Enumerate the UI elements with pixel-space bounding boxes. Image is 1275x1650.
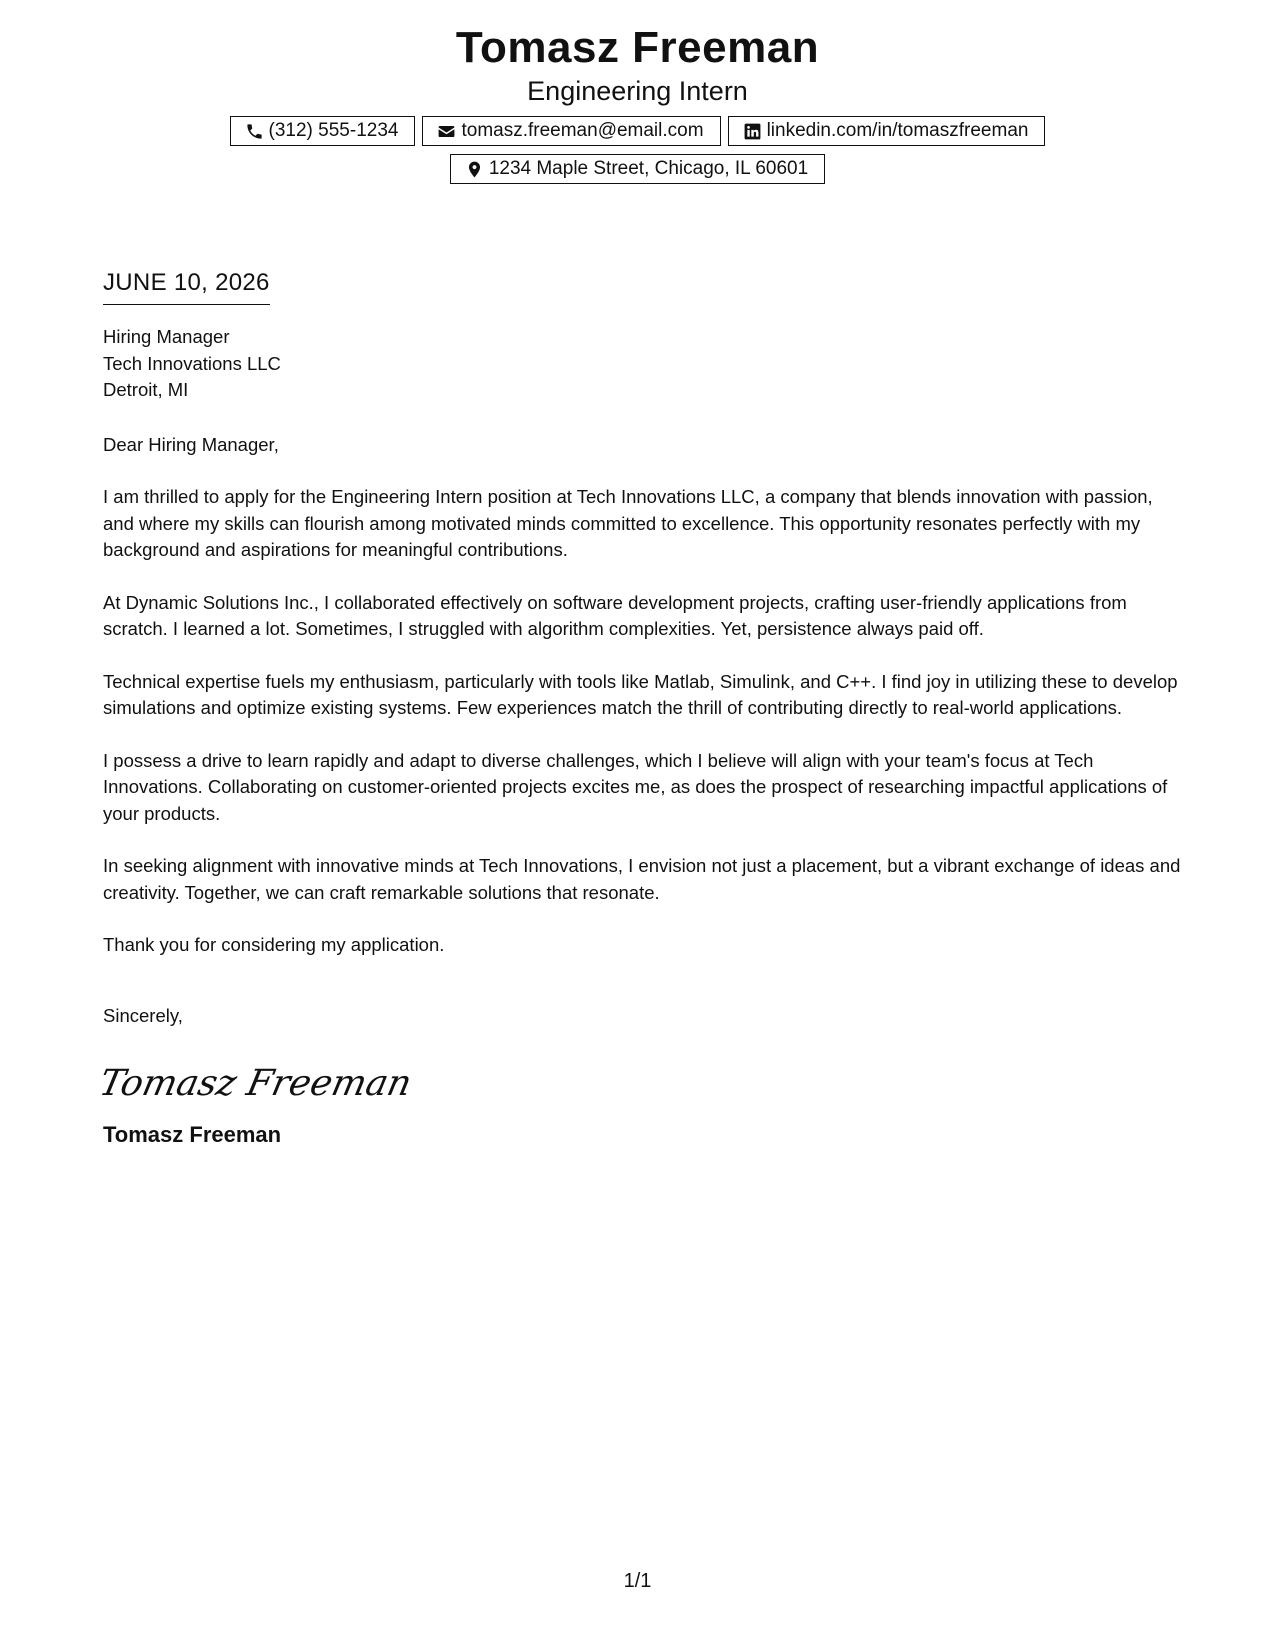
page-number: 1/1 [623, 1570, 652, 1592]
linkedin-icon [743, 122, 762, 141]
address-contact[interactable] [450, 154, 825, 184]
email-text: tomasz.freeman@email.com [461, 120, 704, 141]
handwritten-signature [95, 1051, 416, 1111]
recipient-company: Tech Innovations LLC [103, 352, 281, 374]
signature-text: Tomasz Freeman [95, 1061, 416, 1104]
letter-header [0, 22, 1275, 184]
linkedin-contact[interactable] [728, 116, 1046, 146]
contact-row-1 [0, 116, 1275, 146]
closing: Sincerely, [103, 1004, 183, 1026]
email-contact[interactable] [422, 116, 720, 146]
body-paragraph: I am thrilled to apply for the Engineering Intern position at Tech Innovations LLC, a company that blends innovation with passion, and where my skills can flourish among motivated minds committed to excellence. This opportunity resonates perfectly with my background and aspirations for meaningful contributions. [103, 486, 1153, 560]
envelope-icon [437, 122, 456, 141]
body-paragraph: Technical expertise fuels my enthusiasm, particularly with tools like Matlab, Simulink, and C++. I find joy in utilizing these to develop simulations and optimize existing systems. Few experiences match the thrill of contributing directly to real-world applications. [103, 670, 1178, 718]
recipient-title: Hiring Manager [103, 326, 230, 347]
letter-body [95, 268, 1183, 1149]
salutation: Dear Hiring Manager, [103, 433, 279, 455]
recipient-location: Detroit, MI [103, 379, 189, 400]
address-text: 1234 Maple Street, Chicago, IL 60601 [488, 158, 809, 179]
phone-contact[interactable] [230, 116, 416, 146]
phone-text: (312) 555-1234 [268, 120, 399, 141]
letter-date: JUNE 10, 2026 [103, 268, 270, 305]
map-pin-icon [465, 160, 484, 179]
body-paragraph: I possess a drive to learn rapidly and adapt to diverse challenges, which I believe will align with your team's focus at Tech Innovations. Collaborating on customer-oriented projects excites me, as does the prospect of researching impactful applications of your products. [103, 749, 1168, 824]
linkedin-text: linkedin.com/in/tomaszfreeman [766, 120, 1029, 141]
contact-row-2 [0, 154, 1275, 184]
thank-you-line: Thank you for considering my application. [103, 934, 445, 955]
recipient-block [103, 324, 1183, 404]
body-paragraph: At Dynamic Solutions Inc., I collaborated effectively on software development projects, crafting user-friendly applications from scratch. I learned a lot. Sometimes, I struggled with algorithm complexities. Yet, persistence always paid off. [103, 591, 1127, 639]
phone-icon [245, 122, 264, 141]
signed-name: Tomasz Freeman [103, 1122, 282, 1147]
applicant-name: Tomasz Freeman [455, 23, 820, 72]
body-paragraph: In seeking alignment with innovative minds at Tech Innovations, I envision not just a placement, but a vibrant exchange of ideas and creativity. Together, we can craft remarkable solutions that resonate. [103, 855, 1181, 903]
applicant-role: Engineering Intern [527, 76, 748, 106]
